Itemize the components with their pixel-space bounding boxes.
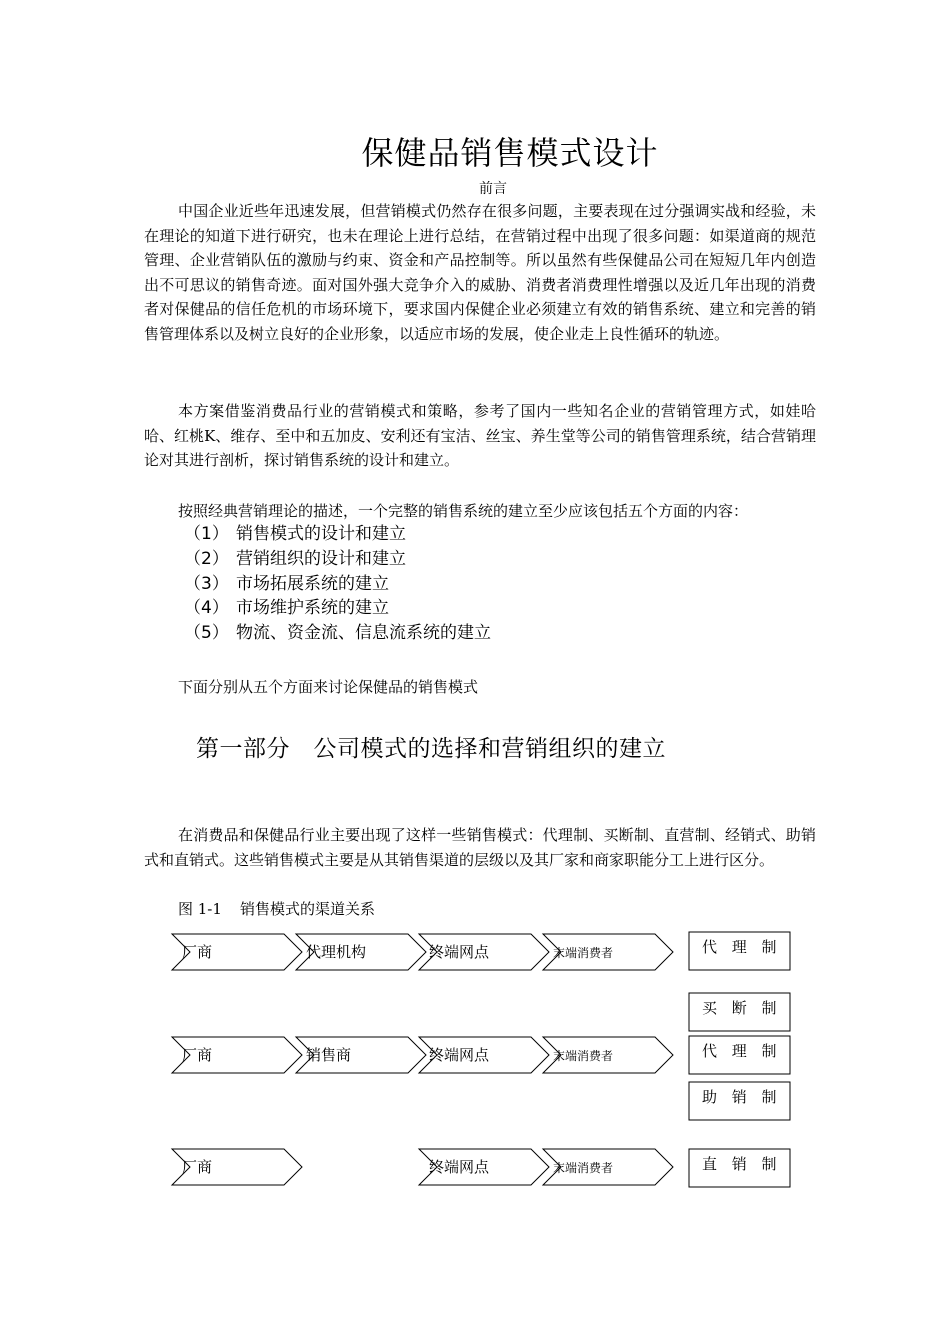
document-title: 保健品销售模式设计 — [361, 134, 659, 172]
mode-box-label: 代 理 制 — [702, 1042, 782, 1060]
list-intro: 按照经典营销理论的描述，一个完整的销售系统的建立至少应该包括五个方面的内容： — [178, 502, 749, 520]
list-item-number: （2） — [184, 548, 229, 569]
section-paragraph-text: 在消费品和保健品行业主要出现了这样一些销售模式：代理制、买断制、直营制、经销式、助销式和直销式。这些销售模式主要是从其销售渠道的层级以及其厂家和商家职能分工上进行区分。 — [144, 826, 816, 869]
chevron-label: 销售商 — [306, 1046, 352, 1064]
list-item-text: 市场拓展系统的建立 — [236, 573, 389, 594]
figure-number: 图 1-1 — [178, 900, 222, 918]
chevron-label: 厂商 — [182, 1046, 213, 1064]
mode-box-label: 代 理 制 — [702, 938, 782, 956]
list-item-number: （5） — [184, 623, 229, 644]
intro-paragraph-text: 本方案借鉴消费品行业的营销模式和策略，参考了国内一些知名企业的营销管理方式，如娃哈哈、红桃K、维存、至中和五加皮、安利还有宝洁、丝宝、养生堂等公司的销售管理系统，结合营销理论对其进行剖析，探讨销售系统的设计和建立。 — [144, 402, 816, 469]
chevron-label: 终端网点 — [429, 1158, 490, 1176]
list-item-number: （4） — [184, 598, 229, 619]
chevron-label: 终端网点 — [429, 1046, 490, 1064]
mode-box-label: 直 销 制 — [702, 1155, 782, 1173]
chevron-label: 厂商 — [182, 943, 213, 961]
preface-heading: 前言 — [479, 181, 507, 197]
chevron-label: 代理机构 — [306, 943, 367, 961]
list-item-text: 销售模式的设计和建立 — [236, 524, 406, 544]
chevron-label: 厂商 — [182, 1158, 213, 1176]
channel-diagram-layer — [172, 932, 790, 1187]
list-item-number: （1） — [184, 524, 229, 544]
chevron-label: 末端消费者 — [553, 1161, 614, 1175]
list-outro: 下面分别从五个方面来讨论保健品的销售模式 — [178, 678, 479, 696]
list-item-text: 营销组织的设计和建立 — [236, 548, 406, 569]
figure-caption-text: 销售模式的渠道关系 — [239, 900, 375, 918]
chevron-label: 终端网点 — [429, 943, 490, 961]
list-item-text: 市场维护系统的建立 — [236, 598, 389, 619]
chevron-label: 末端消费者 — [553, 1049, 614, 1063]
list-item-text: 物流、资金流、信息流系统的建立 — [236, 623, 491, 644]
chevron-label: 末端消费者 — [553, 946, 614, 960]
mode-box-label: 助 销 制 — [702, 1088, 782, 1106]
list-item-number: （3） — [184, 573, 229, 594]
mode-box-label: 买 断 制 — [702, 999, 782, 1017]
intro-paragraph-text: 中国企业近些年迅速发展，但营销模式仍然存在很多问题，主要表现在过分强调实战和经验，未在理论的知道下进行研究，也未在理论上进行总结，在营销过程中出现了很多问题：如渠道商的规范管理、企业营销队伍的激励与约束、资金和产品控制等。所以虽然有些保健品公司在短短几年内创造出不可思议的销售奇迹。面对国外强大竞争介入的威胁、消费者消费理性增强以及近几年出现的消费者对保健品的信任危机的市场环境下，要求国内保健企业必须建立有效的销售系统、建立和完善的销售管理体系以及树立良好的企业形象，以适应市场的发展，使企业走上良性循环的轨迹。 — [144, 202, 816, 343]
section-heading: 第一部分 公司模式的选择和营销组织的建立 — [196, 736, 666, 762]
